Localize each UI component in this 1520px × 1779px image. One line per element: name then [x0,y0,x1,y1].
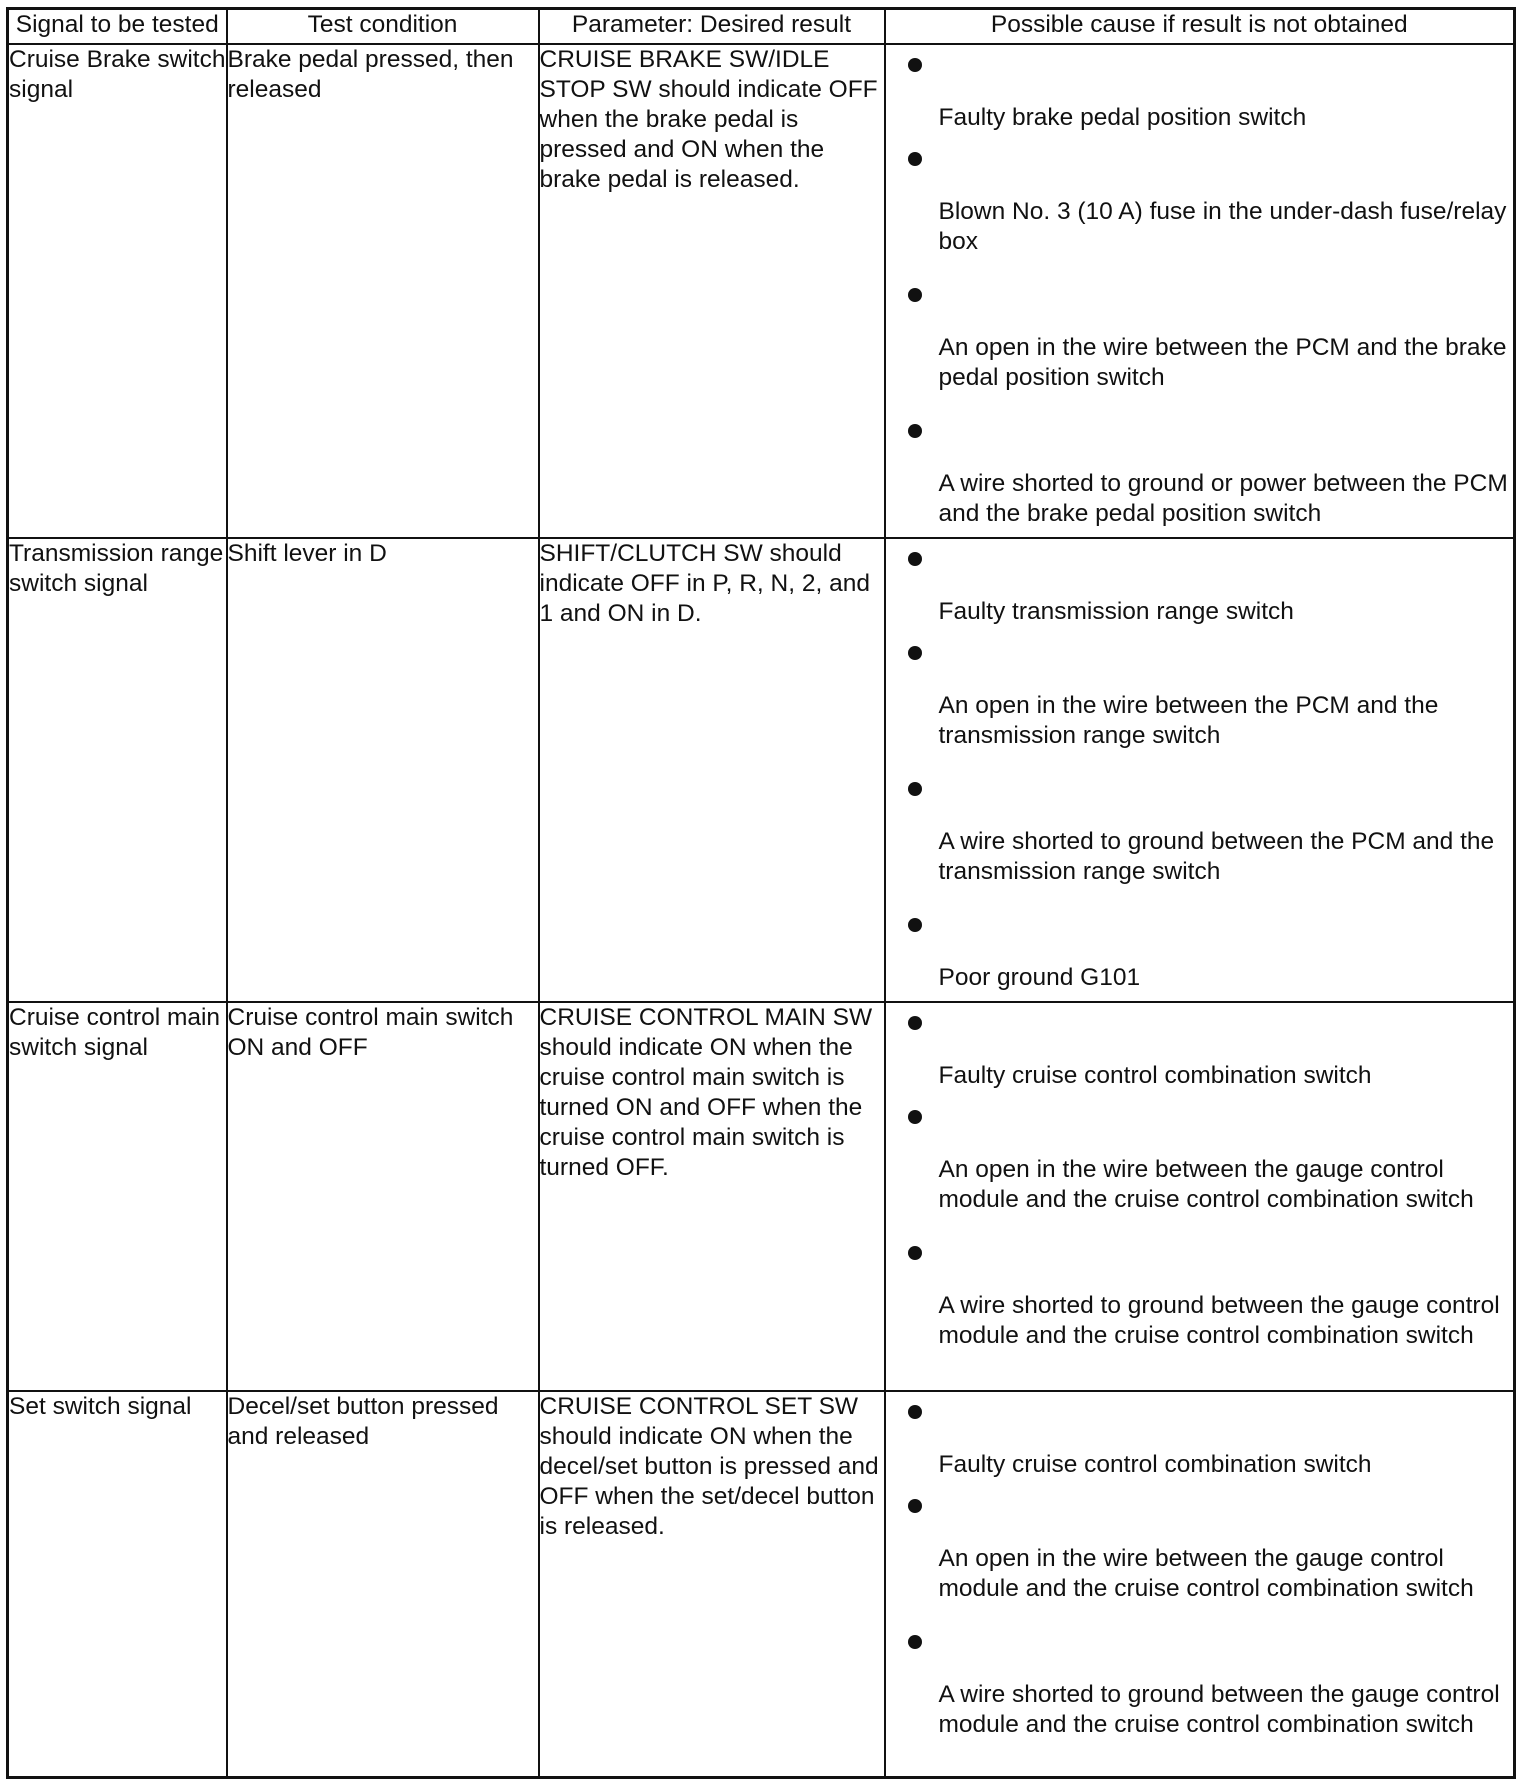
cause-text: A wire shorted to ground between the PCM and the transmission range switch [938,828,1495,885]
cause-text: Faulty cruise control combination switch [938,1062,1372,1089]
diagnostic-table [6,7,1516,1779]
signal-cell: Transmission range switch signal [8,538,227,1002]
bullet-icon [908,288,922,302]
cause-text: A wire shorted to ground between the gauge control module and the cruise control combination switch [938,1681,1500,1738]
cause-item [886,1499,1514,1635]
bullet-icon [908,1246,922,1260]
cause-item [886,1246,1514,1386]
bullet-icon [908,424,922,438]
signal-cell: Cruise Brake switch signal [8,44,227,538]
cause-item [886,1003,1514,1110]
bullet-icon [908,1499,922,1513]
bullet-icon [908,918,922,932]
causes-cell [885,44,1515,538]
bullet-icon [908,1016,922,1030]
bullet-icon [908,1405,922,1419]
condition-cell: Brake pedal pressed, then released [227,44,539,538]
signal-cell: Set switch signal [8,1391,227,1777]
bullet-icon [908,152,922,166]
cause-text: An open in the wire between the gauge control module and the cruise control combination switch [938,1156,1474,1213]
signal-cell: Cruise control main switch signal [8,1002,227,1391]
bullet-icon [908,552,922,566]
cause-item [886,918,1514,998]
condition-cell: Shift lever in D [227,538,539,1002]
cause-item [886,782,1514,918]
bullet-icon [908,1635,922,1649]
bullet-icon [908,1110,922,1124]
cause-item [886,1110,1514,1246]
cause-text: Faulty cruise control combination switch [938,1451,1372,1478]
cause-text: An open in the wire between the PCM and the brake pedal position switch [938,334,1507,391]
result-cell: CRUISE CONTROL SET SW should indicate ON when the decel/set button is pressed and OFF when the set/decel button is released. [539,1391,885,1777]
cause-item [886,539,1514,646]
cause-item [886,1635,1514,1775]
cause-text: Faulty brake pedal position switch [938,104,1307,131]
table-row [8,1002,1515,1391]
cause-text: Poor ground G101 [938,964,1141,991]
condition-cell: Decel/set button pressed and released [227,1391,539,1777]
table-row [8,538,1515,1002]
cause-text: A wire shorted to ground or power between the PCM and the brake pedal position switch [938,470,1508,527]
causes-cell [885,1391,1515,1777]
column-header-causes: Possible cause if result is not obtained [885,9,1515,45]
bullet-icon [908,646,922,660]
bullet-icon [908,782,922,796]
cause-item [886,424,1514,534]
causes-cell [885,538,1515,1002]
cause-item [886,1392,1514,1499]
cause-item [886,646,1514,782]
cause-item [886,288,1514,424]
result-cell: SHIFT/CLUTCH SW should indicate OFF in P, R, N, 2, and 1 and ON in D. [539,538,885,1002]
cause-text: Faulty transmission range switch [938,598,1294,625]
cause-item [886,152,1514,288]
table-row [8,44,1515,538]
table-header-row [8,9,1515,45]
cause-text: Blown No. 3 (10 A) fuse in the under-dash fuse/relay box [938,198,1507,255]
cause-item [886,45,1514,152]
cause-text: An open in the wire between the gauge control module and the cruise control combination switch [938,1545,1474,1602]
result-cell: CRUISE CONTROL MAIN SW should indicate ON when the cruise control main switch is turned ON and OFF when the cruise control main switch is turned OFF. [539,1002,885,1391]
column-header-condition: Test condition [227,9,539,45]
cause-text: An open in the wire between the PCM and the transmission range switch [938,692,1439,749]
causes-cell [885,1002,1515,1391]
table-row [8,1391,1515,1777]
cause-text: A wire shorted to ground between the gauge control module and the cruise control combination switch [938,1292,1500,1349]
column-header-signal: Signal to be tested [8,9,227,45]
condition-cell: Cruise control main switch ON and OFF [227,1002,539,1391]
bullet-icon [908,58,922,72]
result-cell: CRUISE BRAKE SW/IDLE STOP SW should indicate OFF when the brake pedal is pressed and ON when the brake pedal is released. [539,44,885,538]
column-header-result: Parameter: Desired result [539,9,885,45]
